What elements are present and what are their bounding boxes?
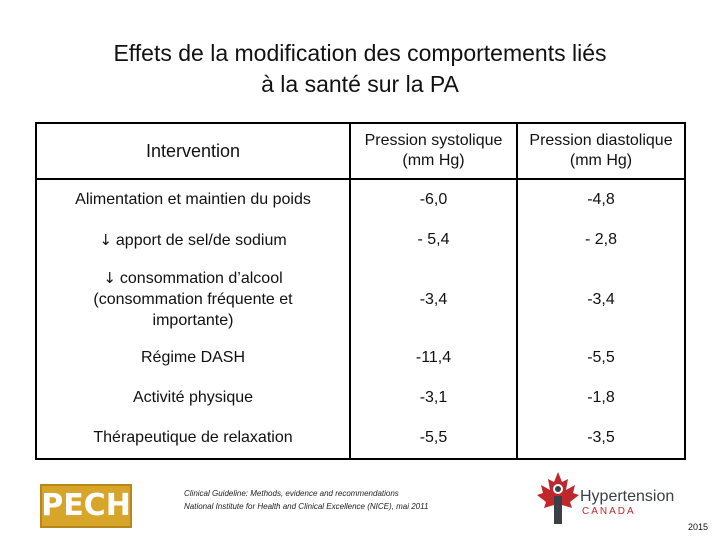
- diastolic-value: -1,8: [517, 378, 685, 418]
- header-diastolic-line2: (mm Hg): [569, 152, 633, 169]
- intervention-cell: [36, 220, 350, 260]
- down-arrow-icon: ↓: [103, 268, 116, 287]
- reference-note: [184, 487, 428, 513]
- down-arrow-icon: ↓: [99, 230, 112, 249]
- header-diastolic-line1: Pression diastolique: [529, 132, 673, 149]
- intervention-label: Activité physique: [132, 389, 254, 406]
- header-diastolic: [517, 123, 685, 179]
- slide-year: 2015: [687, 522, 708, 532]
- intervention-label: apport de sel/de sodium: [115, 231, 287, 249]
- systolic-value: -11,4: [350, 338, 517, 378]
- intervention-label: Thérapeutique de relaxation: [93, 429, 293, 446]
- diastolic-value: -3,5: [517, 418, 685, 459]
- slide-title: [0, 38, 720, 100]
- diastolic-value: -3,4: [517, 260, 685, 338]
- table-row: [36, 418, 685, 459]
- systolic-value: - 5,4: [350, 220, 517, 260]
- systolic-value: -3,1: [350, 378, 517, 418]
- pech-logo-text: PECH: [41, 488, 131, 523]
- diastolic-value: -4,8: [517, 179, 685, 220]
- hypertension-logo-line2: CANADA: [582, 506, 636, 517]
- intervention-label-line1: consommation d’alcool: [119, 269, 283, 287]
- slide-title-line1: Effets de la modification des comportements liés: [113, 40, 607, 66]
- table-row: [36, 220, 685, 260]
- intervention-cell: [36, 378, 350, 418]
- hypertension-logo-line1: Hypertension: [580, 488, 675, 505]
- intervention-cell: [36, 418, 350, 459]
- slide-title-line2: à la santé sur la PA: [261, 71, 459, 97]
- diastolic-value: -5,5: [517, 338, 685, 378]
- intervention-label-line3: importante): [152, 311, 234, 329]
- intervention-label: Alimentation et maintien du poids: [75, 191, 311, 208]
- systolic-value: -5,5: [350, 418, 517, 459]
- systolic-value: -3,4: [350, 260, 517, 338]
- table-header-row: [36, 123, 685, 179]
- maple-leaf-icon: [535, 468, 581, 526]
- intervention-cell: [36, 338, 350, 378]
- header-systolic: [350, 123, 517, 179]
- intervention-cell: [36, 179, 350, 220]
- systolic-value: -6,0: [350, 179, 517, 220]
- header-systolic-line1: Pression systolique: [364, 132, 503, 149]
- header-systolic-line2: (mm Hg): [402, 152, 465, 169]
- reference-line1: Clinical Guideline: Methods, evidence and recommendations: [184, 489, 399, 498]
- table-row: [36, 260, 685, 338]
- table-row: [36, 179, 685, 220]
- diastolic-value: - 2,8: [517, 220, 685, 260]
- bp-effects-table: [35, 122, 686, 460]
- table-row: [36, 378, 685, 418]
- intervention-label-line2: (consommation fréquente et: [93, 290, 293, 308]
- table-row: [36, 338, 685, 378]
- hypertension-canada-logo: [535, 468, 695, 526]
- header-intervention: Intervention: [36, 123, 350, 179]
- reference-line2: National Institute for Health and Clinical Excellence (NICE), mai 2011: [184, 502, 429, 511]
- intervention-cell: [36, 260, 350, 338]
- intervention-label: Régime DASH: [140, 349, 246, 366]
- pech-logo: [40, 484, 132, 528]
